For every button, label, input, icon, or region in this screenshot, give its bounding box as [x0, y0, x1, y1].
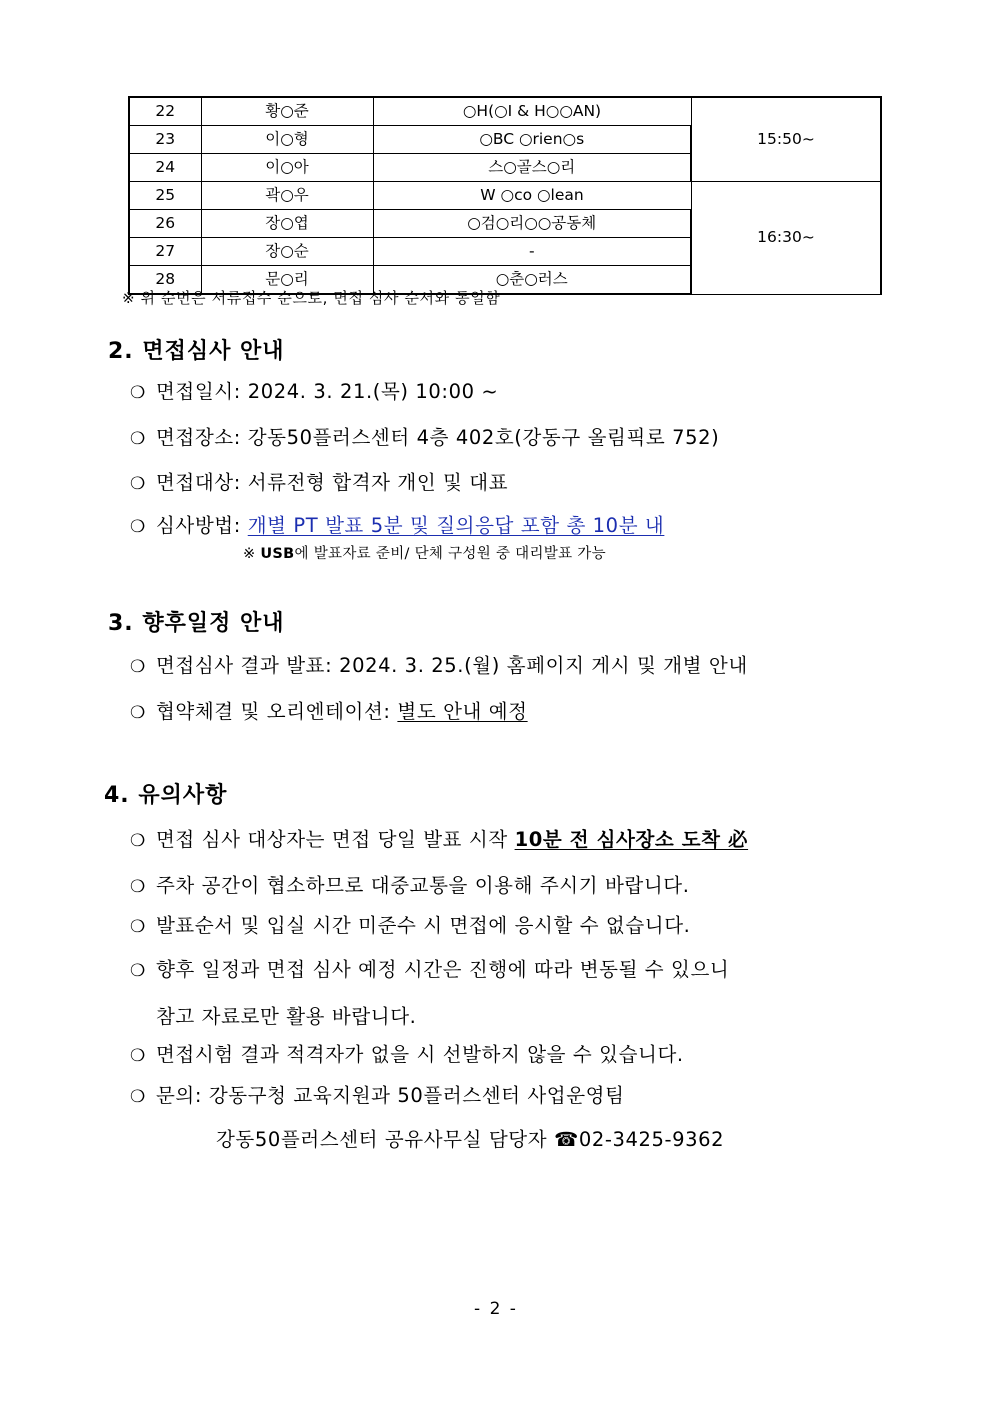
cell-org: W ○co ○lean — [373, 182, 691, 210]
arrival-highlight: 10분 전 심사장소 도착 必 — [514, 828, 749, 851]
section-4-item-contact-phone: 강동50플러스센터 공유사무실 담당자 ☎02-3425-9362 — [216, 1128, 725, 1151]
section-4-item-contact — [130, 1084, 625, 1109]
bullet-icon: ❍ — [130, 1087, 146, 1107]
cell-name: 문○리 — [201, 266, 373, 295]
section-4-heading: 4. 유의사항 — [104, 783, 228, 808]
cell-org: ○검○리○○공동체 — [373, 210, 691, 238]
bullet-icon: ❍ — [130, 383, 146, 403]
item-label: 협약체결 및 오리엔테이션: — [156, 700, 391, 723]
cell-name: 장○순 — [201, 238, 373, 266]
cell-name: 황○준 — [201, 97, 373, 126]
bullet-icon: ❍ — [130, 831, 146, 851]
item-text: 면접 심사 대상자는 면접 당일 발표 시작 — [156, 828, 515, 851]
interview-schedule-table — [128, 96, 882, 295]
section-4-item-order — [130, 914, 690, 939]
item-value: 2024. 3. 25.(월) 홈페이지 게시 및 개별 안내 — [332, 654, 748, 677]
cell-name: 이○형 — [201, 126, 373, 154]
cell-no: 25 — [129, 182, 201, 210]
cell-name: 곽○우 — [201, 182, 373, 210]
item-text: 향후 일정과 면접 심사 예정 시간은 진행에 따라 변동될 수 있으니 — [156, 958, 730, 981]
section-2-item-target — [130, 471, 508, 496]
cell-time-group: 16:30~ — [691, 182, 881, 295]
item-label: 면접심사 결과 발표: — [156, 654, 333, 677]
item-text: 발표순서 및 입실 시간 미준수 시 면접에 응시할 수 없습니다. — [156, 914, 691, 937]
section-4-item-parking — [130, 874, 690, 899]
cell-org: - — [373, 238, 691, 266]
method-highlight: 개별 PT 발표 5분 및 질의응답 포함 총 10분 내 — [247, 514, 665, 537]
section-4-item-arrival — [130, 828, 748, 853]
item-label: 면접장소: — [156, 426, 241, 449]
section-2-item-method — [130, 514, 664, 539]
cell-time-group: 15:50~ — [691, 97, 881, 182]
item-text: 주차 공간이 협소하므로 대중교통을 이용해 주시기 바랍니다. — [156, 874, 690, 897]
bullet-icon: ❍ — [130, 1046, 146, 1066]
item-value: 2024. 3. 21.(목) 10:00 ~ — [240, 380, 499, 403]
section-3-heading: 3. 향후일정 안내 — [108, 611, 285, 636]
table-row — [129, 97, 881, 126]
cell-org: ○H(○I & H○○AN) — [373, 97, 691, 126]
bullet-icon: ❍ — [130, 657, 146, 677]
item-label: 심사방법: — [156, 514, 241, 537]
section-2-heading: 2. 면접심사 안내 — [108, 339, 285, 364]
cell-no: 23 — [129, 126, 201, 154]
section-4-item-schedule-change — [130, 958, 729, 983]
bullet-icon: ❍ — [130, 877, 146, 897]
item-label: 면접일시: — [156, 380, 241, 403]
cell-org: ○춘○러스 — [373, 266, 691, 295]
subnote-mark: ※ — [243, 546, 261, 562]
cell-no: 26 — [129, 210, 201, 238]
orientation-highlight: 별도 안내 예정 — [397, 700, 528, 723]
table-row — [129, 182, 881, 210]
cell-no: 22 — [129, 97, 201, 126]
cell-name: 이○아 — [201, 154, 373, 182]
item-value: 강동50플러스센터 4층 402호(강동구 올림픽로 752) — [240, 426, 720, 449]
bullet-icon: ❍ — [130, 917, 146, 937]
cell-no: 27 — [129, 238, 201, 266]
cell-no: 28 — [129, 266, 201, 295]
section-4-item-no-selection — [130, 1043, 684, 1068]
page-number: - 2 - — [474, 1299, 518, 1319]
item-text: 면접시험 결과 적격자가 없을 시 선발하지 않을 수 있습니다. — [156, 1043, 684, 1066]
subnote-bold: USB — [260, 546, 295, 562]
subnote-rest: 에 발표자료 준비/ 단체 구성원 중 대리발표 가능 — [294, 546, 606, 562]
item-label: 면접대상: — [156, 471, 241, 494]
cell-org: 스○골스○리 — [373, 154, 691, 182]
bullet-icon: ❍ — [130, 429, 146, 449]
section-4-item-schedule-change-cont: 참고 자료로만 활용 바랍니다. — [156, 1005, 417, 1028]
section-3-item-orientation — [130, 700, 528, 725]
cell-no: 24 — [129, 154, 201, 182]
section-2-item-date — [130, 380, 498, 405]
table-footnote: ※ 위 순번은 서류접수 순으로, 면접 심사 순서와 동일함 — [122, 289, 501, 307]
section-2-subnote — [243, 542, 606, 563]
item-value: 서류전형 합격자 개인 및 대표 — [240, 471, 509, 494]
bullet-icon: ❍ — [130, 517, 146, 537]
bullet-icon: ❍ — [130, 961, 146, 981]
item-text: 문의: 강동구청 교육지원과 50플러스센터 사업운영팀 — [156, 1084, 625, 1107]
section-2-item-venue — [130, 426, 719, 451]
bullet-icon: ❍ — [130, 703, 146, 723]
cell-org: ○BC ○rien○s — [373, 126, 691, 154]
cell-name: 장○엽 — [201, 210, 373, 238]
section-3-item-result — [130, 654, 748, 679]
bullet-icon: ❍ — [130, 474, 146, 494]
